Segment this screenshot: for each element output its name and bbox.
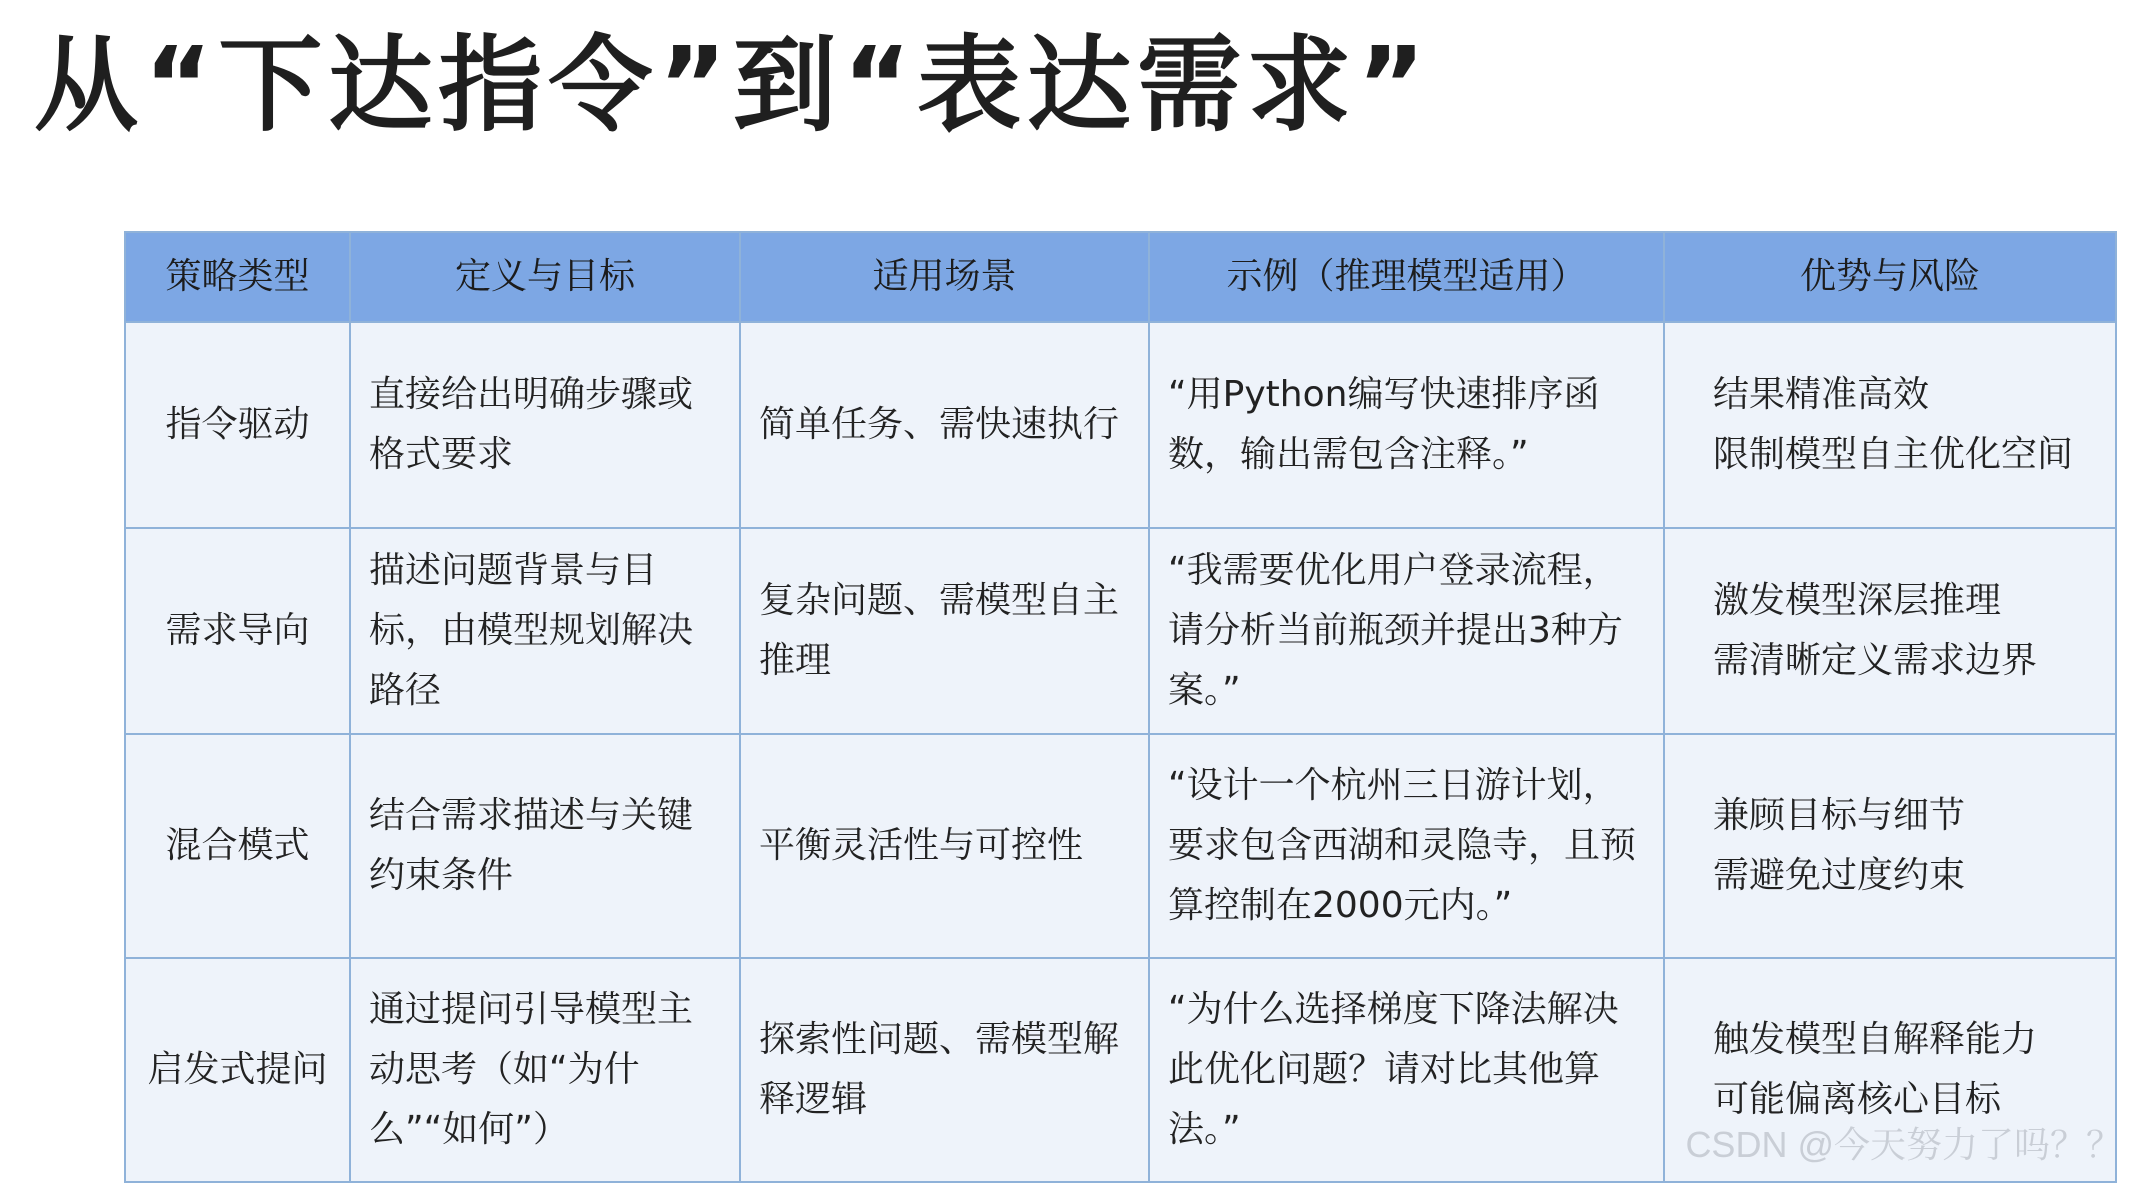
scenario-cell: 平衡灵活性与可控性 [740,734,1149,958]
risk-text: 需避免过度约束 [1713,855,1966,896]
pros-cons-cell [1664,322,2116,528]
definition-cell: 通过提问引导模型主动思考（如“为什么”“如何”） [350,958,740,1182]
example-cell: “为什么选择梯度下降法解决此优化问题？请对比其他算法。” [1149,958,1664,1182]
scenario-cell: 探索性问题、需模型解释逻辑 [740,958,1149,1182]
header-strategy-type: 策略类型 [125,232,350,322]
strategy-type-cell: 启发式提问 [125,958,350,1182]
strategy-type-cell: 指令驱动 [125,322,350,528]
page-title: 从“下达指令”到“表达需求” [34,24,1432,146]
header-example: 示例（推理模型适用） [1149,232,1664,322]
table-header-row [125,232,2116,322]
definition-cell: 结合需求描述与关键约束条件 [350,734,740,958]
header-pros-cons: 优势与风险 [1664,232,2116,322]
watermark: CSDN @今天努力了吗？？ [1685,1124,2122,1165]
header-definition: 定义与目标 [350,232,740,322]
table-row [125,734,2116,958]
header-scenario: 适用场景 [740,232,1149,322]
pros-cons-cell [1664,528,2116,734]
example-cell: “设计一个杭州三日游计划，要求包含西湖和灵隐寺，且预算控制在2000元内。” [1149,734,1664,958]
advantage-text: 激发模型深层推理 [1713,580,2002,621]
scenario-cell: 复杂问题、需模型自主推理 [740,528,1149,734]
table-row [125,322,2116,528]
definition-cell: 描述问题背景与目标，由模型规划解决路径 [350,528,740,734]
strategy-type-cell: 混合模式 [125,734,350,958]
example-cell: “我需要优化用户登录流程，请分析当前瓶颈并提出3种方案。” [1149,528,1664,734]
advantage-text: 兼顾目标与细节 [1713,795,1966,836]
example-cell: “用Python编写快速排序函数，输出需包含注释。” [1149,322,1664,528]
risk-text: 可能偏离核心目标 [1713,1079,2002,1120]
strategy-type-cell: 需求导向 [125,528,350,734]
risk-text: 需清晰定义需求边界 [1713,640,2038,681]
table-row [125,528,2116,734]
risk-text: 限制模型自主优化空间 [1713,434,2074,475]
scenario-cell: 简单任务、需快速执行 [740,322,1149,528]
definition-cell: 直接给出明确步骤或格式要求 [350,322,740,528]
pros-cons-cell [1664,734,2116,958]
advantage-text: 触发模型自解释能力 [1713,1019,2038,1060]
advantage-text: 结果精准高效 [1713,374,1930,415]
strategy-table [124,231,2117,1183]
